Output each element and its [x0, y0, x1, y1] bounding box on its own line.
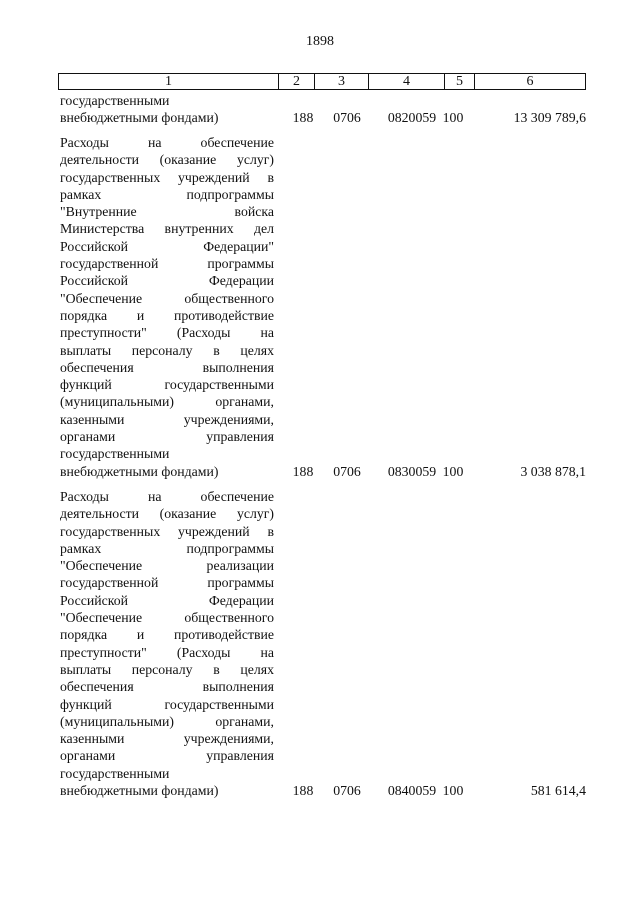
description-line: Расходы на обеспечение	[60, 489, 274, 504]
description-line: "Внутренние войска	[60, 204, 274, 220]
description-line: обеспечения выполнения	[60, 679, 274, 695]
description-line: рамках подпрограммы	[60, 540, 274, 556]
description-line: государственной программы	[60, 575, 274, 591]
header-col-6: 6	[526, 74, 534, 89]
description-line: "Обеспечение общественного	[60, 610, 274, 626]
description-line: казенными учреждениями,	[60, 411, 274, 427]
row-col6: 581 614,4	[530, 783, 586, 799]
description-line: деятельности (оказание услуг)	[60, 506, 274, 522]
description-line: (муниципальными) органами,	[60, 713, 274, 729]
description-line: "Обеспечение реализации	[60, 558, 274, 574]
description-line: преступности" (Расходы на	[60, 644, 274, 660]
row-col2: 188	[292, 463, 314, 479]
description-line: государственных учреждений в	[60, 523, 274, 539]
description-line: "Обеспечение общественного	[60, 290, 274, 306]
description-line: органами управления	[60, 748, 274, 764]
description-line: внебюджетными фондами)	[60, 110, 219, 126]
row-col5: 100	[442, 783, 464, 799]
description-line: Российской Федерации	[60, 592, 274, 608]
description-line: Расходы на обеспечение	[60, 135, 274, 150]
row-col4: 0820059	[387, 110, 437, 126]
description-line: государственных учреждений в	[60, 169, 274, 185]
description-line: Российской Федерации"	[60, 238, 274, 254]
description-line: внебюджетными фондами)	[60, 463, 219, 479]
header-col-5: 5	[445, 74, 475, 89]
header-col-4: 4	[369, 74, 445, 89]
description-line: обеспечения выполнения	[60, 359, 274, 375]
row-col3: 0706	[333, 783, 361, 799]
description-line: преступности" (Расходы на	[60, 325, 274, 341]
description-line: выплаты персоналу в целях	[60, 342, 274, 358]
row-description	[60, 92, 274, 127]
row-col2: 188	[292, 110, 314, 126]
row-col5: 100	[442, 463, 464, 479]
header-col-2: 2	[279, 74, 315, 89]
description-line: порядка и противодействие	[60, 307, 274, 323]
row-description	[60, 488, 274, 799]
description-line: (муниципальными) органами,	[60, 394, 274, 410]
row-col5: 100	[442, 110, 464, 126]
description-line: Российской Федерации	[60, 273, 274, 289]
row-col2: 188	[292, 783, 314, 799]
description-line: функций государственными	[60, 377, 274, 393]
description-line: государственной программы	[60, 256, 274, 272]
row-col6: 3 038 878,1	[520, 463, 586, 479]
row-col3: 0706	[333, 463, 361, 479]
row-col6: 13 309 789,6	[513, 110, 586, 126]
description-line: Министерства внутренних дел	[60, 221, 274, 237]
description-line: органами управления	[60, 429, 274, 445]
row-col4: 0840059	[387, 783, 437, 799]
row-description	[60, 134, 274, 480]
description-line: рамках подпрограммы	[60, 186, 274, 202]
header-col-3: 3	[315, 74, 369, 89]
description-line: государственными	[60, 446, 170, 462]
page-number: 1898	[306, 34, 334, 49]
row-col3: 0706	[333, 110, 361, 126]
description-line: порядка и противодействие	[60, 627, 274, 643]
description-line: выплаты персоналу в целях	[60, 661, 274, 677]
description-line: функций государственными	[60, 696, 274, 712]
description-line: казенными учреждениями,	[60, 731, 274, 747]
description-line: государственными	[60, 765, 170, 781]
description-line: внебюджетными фондами)	[60, 783, 219, 799]
description-line: государственными	[60, 93, 170, 108]
header-col-1: 1	[59, 74, 279, 89]
description-line: деятельности (оказание услуг)	[60, 152, 274, 168]
row-col4: 0830059	[387, 463, 437, 479]
table-header-row	[58, 73, 586, 90]
